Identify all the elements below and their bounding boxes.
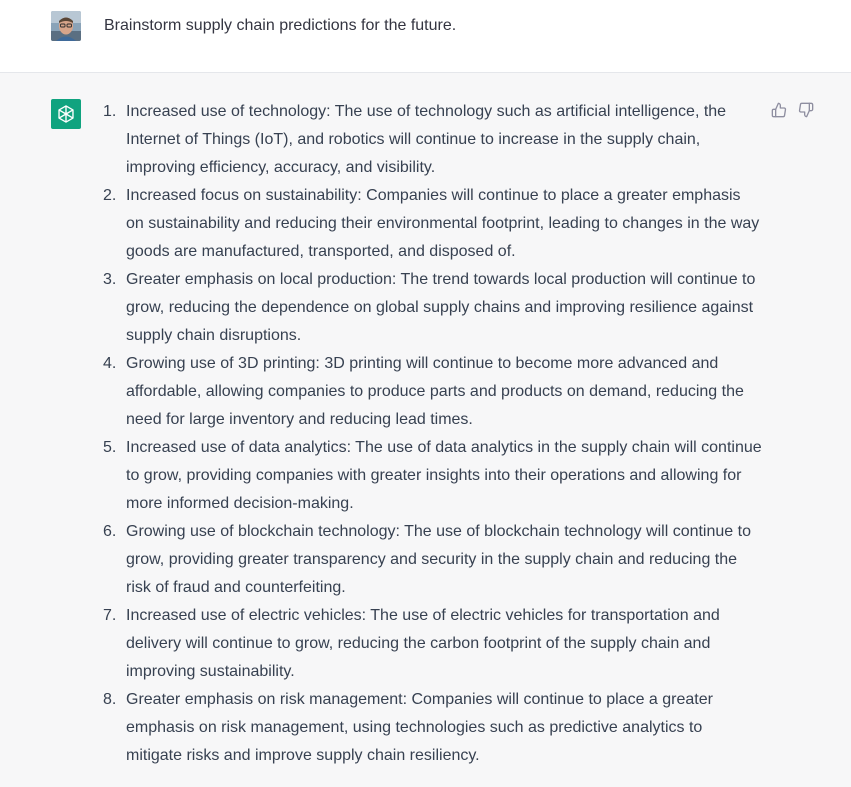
list-item-text: Greater emphasis on local production: The trend towards local production will continue to grow, reducing the dependence on global supply chains and improving resilience against supply chain disruptions. — [126, 271, 756, 344]
list-item-number: 5. — [103, 439, 117, 456]
list-item — [103, 518, 762, 602]
list-item-number: 3. — [103, 271, 117, 288]
list-item — [103, 350, 762, 434]
list-item — [103, 434, 762, 518]
assistant-avatar — [51, 99, 81, 129]
list-item-number: 2. — [103, 187, 117, 204]
list-item-text: Increased use of data analytics: The use of data analytics in the supply chain will continue to grow, providing companies with greater insights into their operations and allowing for more informed decision-making. — [126, 439, 762, 512]
user-message-row — [0, 0, 851, 73]
thumbs-down-button[interactable] — [797, 101, 814, 118]
list-item — [103, 602, 762, 686]
list-item-text: Greater emphasis on risk management: Companies will continue to place a greater emphasis on risk management, using technologies such as predictive analytics to mitigate risks and improve supply chain resiliency. — [126, 691, 713, 764]
assistant-message-row — [0, 73, 851, 787]
list-item-number: 8. — [103, 691, 117, 708]
thumbs-up-icon — [771, 102, 787, 118]
answer-list — [103, 98, 762, 770]
list-item-number: 1. — [103, 103, 117, 120]
user-photo-avatar-icon — [51, 11, 81, 41]
user-prompt-text: Brainstorm supply chain predictions for the future. — [104, 17, 457, 34]
list-item-number: 4. — [103, 355, 117, 372]
list-item-text: Growing use of 3D printing: 3D printing will continue to become more advanced and affordable, allowing companies to produce parts and products on demand, reducing the need for large inventory and reducing lead times. — [126, 355, 744, 428]
list-item — [103, 98, 762, 182]
thumbs-up-button[interactable] — [770, 101, 787, 118]
thumbs-down-icon — [798, 102, 814, 118]
list-item-number: 6. — [103, 523, 117, 540]
list-item — [103, 686, 762, 770]
list-item-text: Increased use of technology: The use of technology such as artificial intelligence, the Internet of Things (IoT), and robotics will continue to increase in the supply chain, improving efficiency, accuracy, and visibility. — [126, 103, 727, 176]
openai-logo-icon — [55, 103, 77, 125]
list-item-number: 7. — [103, 607, 117, 624]
list-item-text: Increased focus on sustainability: Companies will continue to place a greater emphasis on sustainability and reducing their environmental footprint, leading to changes in the way goods are manufactured, transported, and disposed of. — [126, 187, 760, 260]
list-item-text: Growing use of blockchain technology: The use of blockchain technology will continue to grow, providing greater transparency and security in the supply chain and reducing the risk of fraud and counterfeiting. — [126, 523, 751, 596]
list-item-text: Increased use of electric vehicles: The use of electric vehicles for transportation and delivery will continue to grow, reducing the carbon footprint of the supply chain and improving sustainability. — [126, 607, 720, 680]
list-item — [103, 182, 762, 266]
feedback-buttons — [770, 101, 814, 118]
list-item — [103, 266, 762, 350]
user-avatar — [51, 11, 81, 41]
